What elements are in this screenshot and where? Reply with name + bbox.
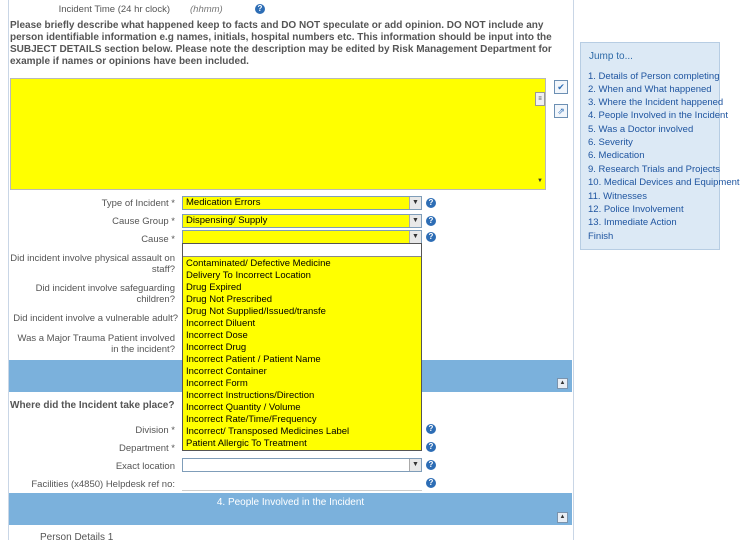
department-label: Department * bbox=[119, 443, 175, 454]
chevron-down-icon[interactable]: ▼ bbox=[409, 231, 421, 243]
cause-group-select[interactable] bbox=[182, 214, 422, 228]
major-trauma-label: Was a Major Trauma Patient involved in the incident? bbox=[17, 333, 175, 355]
division-label: Division * bbox=[135, 425, 175, 436]
chevron-down-icon[interactable]: ▼ bbox=[409, 197, 421, 209]
jump-to-title: Jump to... bbox=[589, 51, 633, 62]
scroll-down-icon[interactable]: ▼ bbox=[537, 178, 543, 184]
jump-link[interactable]: 1. Details of Person completing bbox=[588, 71, 720, 82]
help-icon[interactable]: ? bbox=[426, 478, 436, 488]
safeguarding-label: Did incident involve safeguarding children? bbox=[35, 283, 175, 305]
jump-link[interactable]: Finish bbox=[588, 231, 614, 242]
incident-time-label: Incident Time (24 hr clock) bbox=[58, 4, 170, 15]
jump-link[interactable]: 10. Medical Devices and Equipment bbox=[588, 177, 740, 188]
expand-icon[interactable]: ⇗ bbox=[554, 104, 568, 118]
where-label: Where did the Incident take place? bbox=[10, 400, 175, 411]
exact-location-select[interactable] bbox=[182, 458, 422, 472]
type-of-incident-value: Medication Errors bbox=[186, 197, 261, 208]
help-icon[interactable]: ? bbox=[255, 4, 265, 14]
help-icon[interactable]: ? bbox=[426, 460, 436, 470]
dropdown-blank-option[interactable] bbox=[183, 244, 421, 257]
textarea-scrollbar[interactable] bbox=[535, 80, 545, 188]
cause-label: Cause * bbox=[141, 234, 175, 245]
chevron-down-icon[interactable]: ▼ bbox=[409, 215, 421, 227]
dropdown-option[interactable]: Delivery To Incorrect Location bbox=[186, 270, 311, 281]
chevron-down-icon[interactable]: ▼ bbox=[409, 459, 421, 471]
cause-group-label: Cause Group * bbox=[112, 216, 175, 227]
collapse-icon[interactable]: ▲ bbox=[557, 378, 568, 389]
jump-to-panel bbox=[580, 42, 740, 250]
dropdown-option[interactable]: Incorrect Instructions/Direction bbox=[186, 390, 315, 401]
dropdown-option[interactable]: Incorrect Rate/Time/Frequency bbox=[186, 414, 317, 425]
dropdown-option[interactable]: Incorrect Container bbox=[186, 366, 267, 377]
section-4-title: 4. People Involved in the Incident bbox=[216, 497, 365, 508]
dropdown-option[interactable]: Incorrect Form bbox=[186, 378, 248, 389]
dropdown-option[interactable]: Drug Not Prescribed bbox=[186, 294, 273, 305]
help-icon[interactable]: ? bbox=[426, 442, 436, 452]
dropdown-option[interactable]: Drug Expired bbox=[186, 282, 242, 293]
jump-link[interactable]: 2. When and What happened bbox=[588, 84, 712, 95]
vulnerable-adult-label: Did incident involve a vulnerable adult? bbox=[13, 313, 178, 324]
help-icon[interactable]: ? bbox=[426, 424, 436, 434]
jump-link[interactable]: 4. People Involved in the Incident bbox=[588, 110, 728, 121]
section-4-header[interactable] bbox=[9, 493, 572, 525]
jump-link[interactable]: 5. Was a Doctor involved bbox=[588, 124, 694, 135]
dropdown-option[interactable]: Incorrect Diluent bbox=[186, 318, 256, 329]
dropdown-option[interactable]: Drug Not Supplied/Issued/transfe bbox=[186, 306, 326, 317]
cause-dropdown-list[interactable] bbox=[182, 243, 422, 451]
cause-group-value: Dispensing/ Supply bbox=[186, 215, 268, 226]
jump-link[interactable]: 3. Where the Incident happened bbox=[588, 97, 724, 108]
jump-link[interactable]: 13. Immediate Action bbox=[588, 217, 677, 228]
exact-location-label: Exact location bbox=[115, 461, 175, 472]
collapse-icon[interactable]: ▲ bbox=[557, 512, 568, 523]
dropdown-option[interactable]: Incorrect Dose bbox=[186, 330, 248, 341]
facilities-label: Facilities (x4850) Helpdesk ref no: bbox=[31, 479, 175, 490]
help-icon[interactable]: ? bbox=[426, 232, 436, 242]
description-textarea[interactable] bbox=[10, 78, 546, 190]
scrollbar-thumb[interactable]: ≡ bbox=[535, 92, 545, 106]
jump-link[interactable]: 11. Witnesses bbox=[588, 191, 647, 202]
description-instructions: Please briefly describe what happened keep to facts and DO NOT speculate or add opinion. DO NOT include any person identifiable information e.g names, initials, hospital numbers etc. This information should be input into the SUBJECT DETAILS section below. Please note the description may be edited by Risk Management Department for example if names or opinions have been included. bbox=[10, 20, 552, 67]
person-details-label: Person Details 1 bbox=[40, 532, 114, 543]
dropdown-option[interactable]: Patient Allergic To Treatment bbox=[186, 438, 307, 449]
physical-assault-label: Did incident involve physical assault on staff? bbox=[10, 253, 175, 275]
jump-link[interactable]: 6. Severity bbox=[588, 137, 633, 148]
cause-select[interactable] bbox=[182, 230, 422, 244]
type-of-incident-label: Type of Incident * bbox=[101, 198, 175, 209]
dropdown-option[interactable]: Incorrect Quantity / Volume bbox=[186, 402, 301, 413]
jump-link[interactable]: 12. Police Involvement bbox=[588, 204, 684, 215]
dropdown-option[interactable]: Incorrect Drug bbox=[186, 342, 247, 353]
facilities-input[interactable] bbox=[182, 477, 422, 491]
spellcheck-icon[interactable]: ✔ bbox=[554, 80, 568, 94]
jump-link[interactable]: 9. Research Trials and Projects bbox=[588, 164, 721, 175]
help-icon[interactable]: ? bbox=[426, 216, 436, 226]
help-icon[interactable]: ? bbox=[426, 198, 436, 208]
dropdown-option[interactable]: Incorrect Patient / Patient Name bbox=[186, 354, 321, 365]
incident-time-field[interactable]: (hhmm) bbox=[190, 4, 223, 15]
dropdown-option[interactable]: Incorrect/ Transposed Medicines Label bbox=[186, 426, 350, 437]
dropdown-option[interactable]: Contaminated/ Defective Medicine bbox=[186, 258, 331, 269]
jump-link[interactable]: 6. Medication bbox=[588, 150, 645, 161]
type-of-incident-select[interactable] bbox=[182, 196, 422, 210]
